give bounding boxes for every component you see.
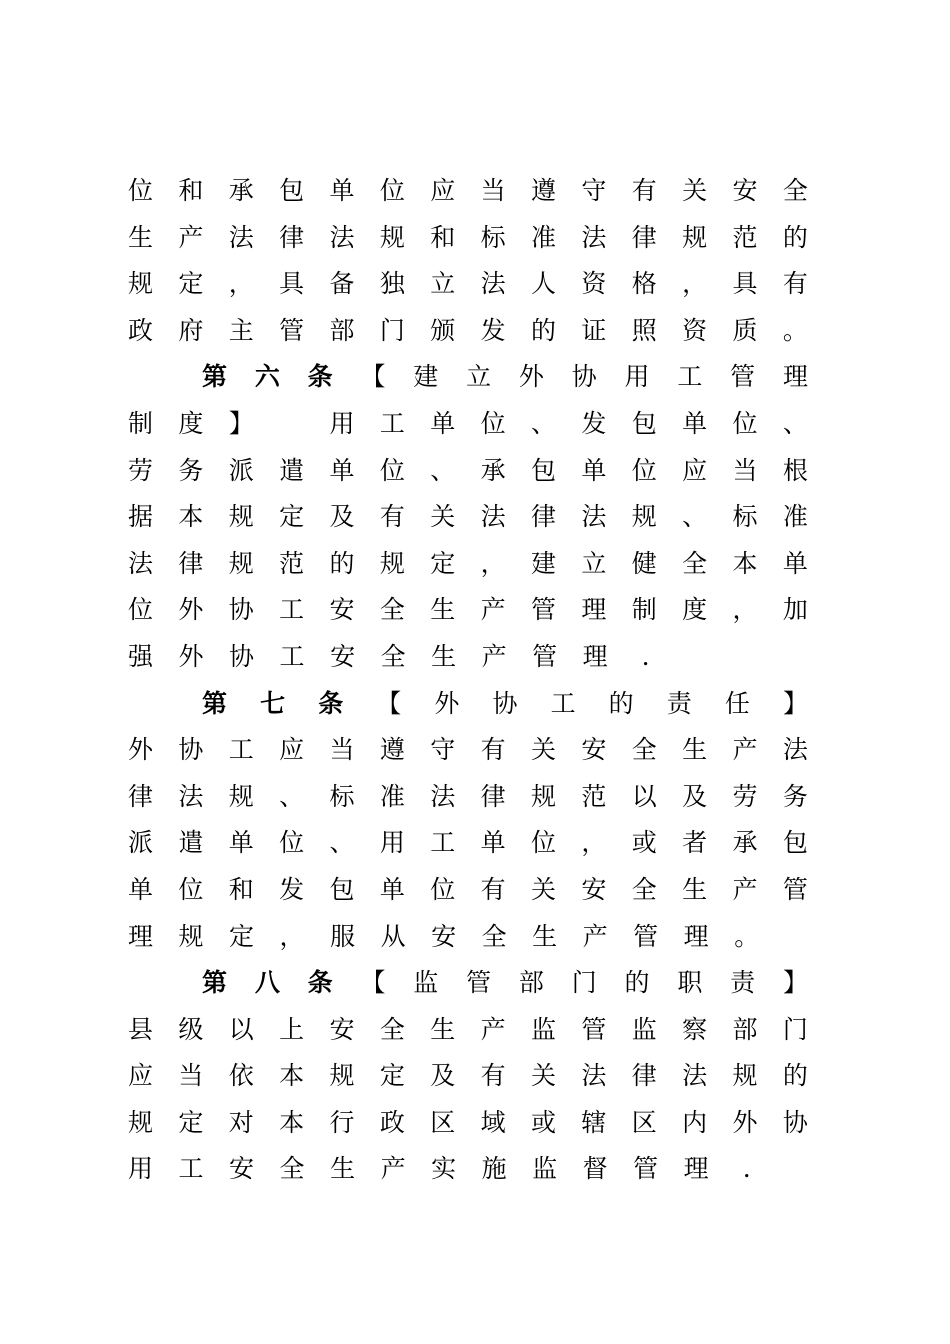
text-line: 劳 务 派 遣 单 位 、 承 包 单 位 应 当 根 (128, 455, 808, 485)
text-line: 规 定 对 本 行 政 区 域 或 辖 区 内 外 协 (128, 1107, 808, 1137)
text-line: 单 位 和 发 包 单 位 有 关 安 全 生 产 管 (128, 874, 808, 904)
text-line: 制 度 】 用 工 单 位 、 发 包 单 位 、 (128, 408, 808, 438)
text-line: 律 法 规 、 标 准 法 律 规 范 以 及 劳 务 (128, 781, 808, 811)
text-line: 据 本 规 定 及 有 关 法 律 法 规 、 标 准 (128, 502, 808, 532)
text-line: 位 和 承 包 单 位 应 当 遵 守 有 关 安 全 (128, 176, 808, 205)
text-line: 强 外 协 工 安 全 生 产 管 理 . (128, 641, 650, 671)
text-line: 派 遣 单 位 、 用 工 单 位 ， 或 者 承 包 (128, 828, 808, 858)
article-heading-line: 第 八 条 【 监 管 部 门 的 职 责 】 (202, 968, 808, 998)
regulation-text (128, 168, 808, 1193)
text-line: 法 律 规 范 的 规 定 ， 建 立 健 全 本 单 (128, 548, 808, 578)
text-line: 生 产 法 律 法 规 和 标 准 法 律 规 范 的 (128, 222, 808, 252)
text-line: 规 定 ， 具 备 独 立 法 人 资 格 ， 具 有 (128, 269, 808, 299)
text-line: 应 当 依 本 规 定 及 有 关 法 律 法 规 的 (128, 1061, 808, 1091)
text-line: 政 府 主 管 部 门 颁 发 的 证 照 资 质 。 (128, 315, 808, 345)
text-line: 理 规 定 ， 服 从 安 全 生 产 管 理 。 (128, 921, 760, 951)
text-line: 位 外 协 工 安 全 生 产 管 理 制 度 ， 加 (128, 595, 808, 625)
text-line: 外 协 工 应 当 遵 守 有 关 安 全 生 产 法 (128, 735, 808, 765)
text-line: 县 级 以 上 安 全 生 产 监 管 监 察 部 门 (128, 1014, 808, 1044)
text-line: 用 工 安 全 生 产 实 施 监 督 管 理 . (128, 1154, 751, 1184)
article-heading-line: 第 六 条 【 建 立 外 协 用 工 管 理 (202, 362, 808, 392)
article-heading-line: 第 七 条 【 外 协 工 的 责 任 】 (202, 688, 808, 718)
